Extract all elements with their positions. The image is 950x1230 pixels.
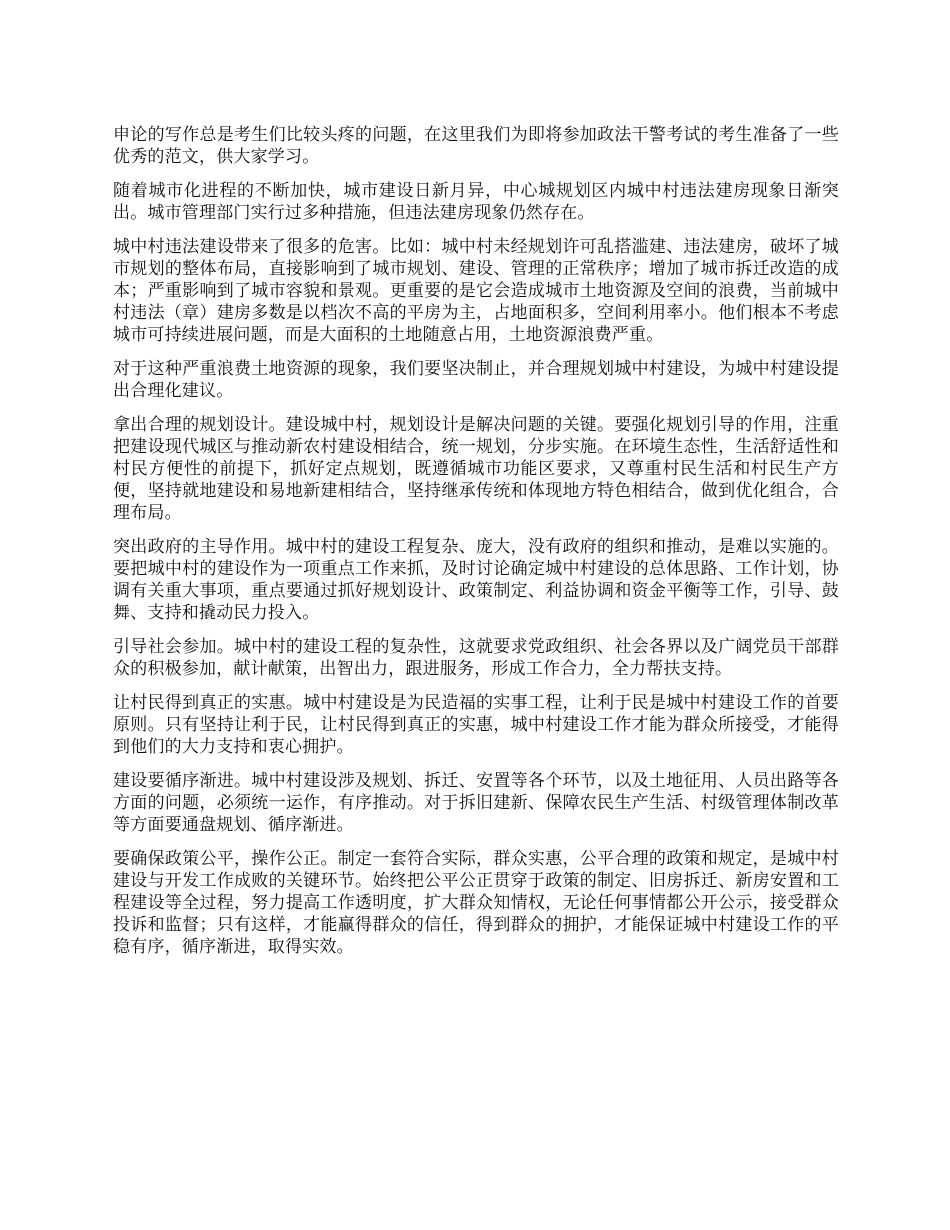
paragraph-villager-benefit: 让村民得到真正的实惠。城中村建设是为民造福的实事工程，让利于民是城中村建设工作的首要原则。只有坚持让利于民，让村民得到真正的实惠，城中村建设工作才能为群众所接受，才能得到他们的大力支持和衷心拥护。 (113, 693, 839, 757)
paragraph-intro: 申论的写作总是考生们比较头疼的问题，在这里我们为即将参加政法干警考试的考生准备了一些优秀的范文，供大家学习。 (113, 125, 839, 167)
paragraph-planning: 拿出合理的规划设计。建设城中村，规划设计是解决问题的关键。要强化规划引导的作用，注重把建设现代城区与推动新农村建设相结合，统一规划，分步实施。在环境生态性，生活舒适性和村民方便性的前提下，抓好定点规划，既遵循城市功能区要求，又尊重村民生活和村民生产方便，坚持就地建设和易地新建相结合，坚持继承传统和体现地方特色相结合，做到优化组合，合理布局。 (113, 415, 839, 523)
paragraph-gradual-progress: 建设要循序渐进。城中村建设涉及规划、拆迁、安置等各个环节，以及土地征用、人员出路等各方面的问题，必须统一运作，有序推动。对于拆旧建新、保障农民生产生活、村级管理体制改革等方面要通盘规划、循序渐进。 (113, 771, 839, 835)
paragraph-policy-fairness: 要确保政策公平，操作公正。制定一套符合实际，群众实惠，公平合理的政策和规定，是城中村建设与开发工作成败的关键环节。始终把公平公正贯穿于政策的制定、旧房拆迁、新房安置和工程建设等全过程，努力提高工作透明度，扩大群众知情权，无论任何事情都公开公示，接受群众投诉和监督；只有这样，才能赢得群众的信任，得到群众的拥护，才能保证城中村建设工作的平稳有序，循序渐进，取得实效。 (113, 849, 839, 957)
paragraph-social-participation: 引导社会参加。城中村的建设工程的复杂性，这就要求党政组织、社会各界以及广阔党员干部群众的积极参加，献计献策，出智出力，跟进服务，形成工作合力，全力帮扶支持。 (113, 637, 839, 679)
paragraph-stance: 对于这种严重浪费土地资源的现象，我们要坚决制止，并合理规划城中村建设，为城中村建设提出合理化建议。 (113, 359, 839, 401)
paragraph-government-role: 突出政府的主导作用。城中村的建设工程复杂、庞大，没有政府的组织和推动，是难以实施的。要把城中村的建设作为一项重点工作来抓，及时讨论确定城中村建设的总体思路、工作计划，协调有关重大事项，重点要通过抓好规划设计、政策制定、利益协调和资金平衡等工作，引导、鼓舞、支持和撬动民力投入。 (113, 537, 839, 623)
paragraph-background: 随着城市化进程的不断加快，城市建设日新月异，中心城规划区内城中村违法建房现象日渐突出。城市管理部门实行过多种措施，但违法建房现象仍然存在。 (113, 181, 839, 223)
paragraph-harms: 城中村违法建设带来了很多的危害。比如：城中村未经规划许可乱搭滥建、违法建房，破坏了城市规划的整体布局，直接影响到了城市规划、建设、管理的正常秩序；增加了城市拆迁改造的成本；严重影响到了城市容貌和景观。更重要的是它会造成城市土地资源及空间的浪费，当前城中村违法（章）建房多数是以档次不高的平房为主，占地面积多，空间利用率小。他们根本不考虑城市可持续进展问题，而是大面积的土地随意占用，土地资源浪费严重。 (113, 237, 839, 345)
document-page (113, 124, 839, 970)
